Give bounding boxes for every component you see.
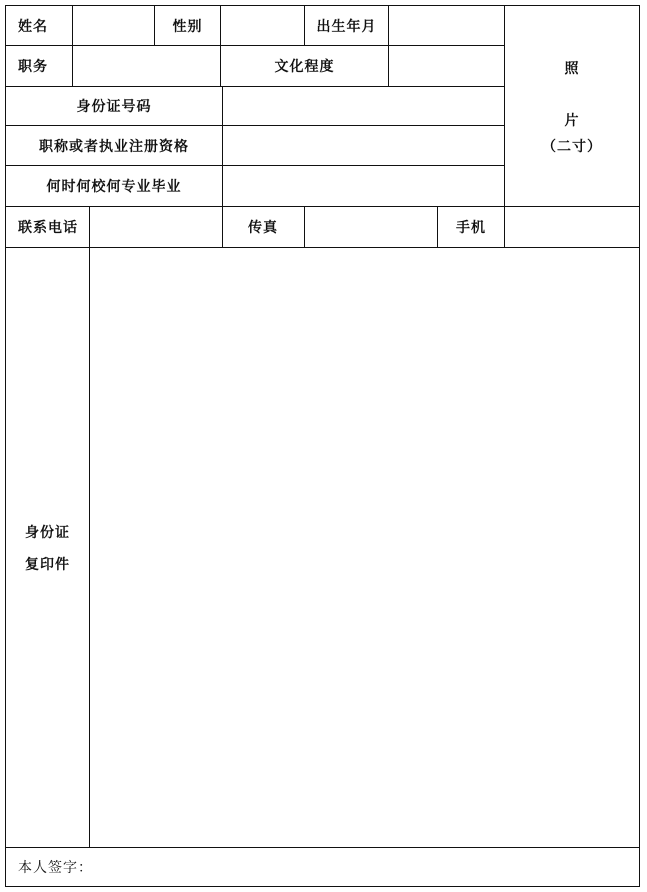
fax-label: 传真 (248, 220, 278, 236)
mobile-label: 手机 (456, 220, 486, 236)
signature-field[interactable] (126, 848, 639, 886)
id-copy-area[interactable] (91, 248, 639, 847)
name-label: 姓名 (18, 18, 48, 35)
fax-field[interactable] (306, 207, 437, 247)
education-label: 文化程度 (274, 59, 335, 75)
id-copy-label-line2: 复印件 (25, 556, 70, 573)
table-border-bottom (5, 886, 640, 887)
photo-label-line2: 片 (564, 113, 580, 129)
graduation-label: 何时何校何专业毕业 (46, 179, 182, 195)
signature-label: 本人签字： (18, 860, 93, 876)
photo-area[interactable] (505, 6, 639, 206)
gender-label: 性别 (172, 18, 203, 35)
qualification-field[interactable] (224, 126, 504, 165)
photo-label-line3: （二寸） (542, 139, 602, 155)
id-number-label: 身份证号码 (76, 99, 152, 115)
graduation-field[interactable] (224, 166, 504, 206)
id-copy-label (6, 248, 89, 847)
id-number-field[interactable] (224, 87, 504, 125)
qualification-label: 职称或者执业注册资格 (39, 138, 189, 155)
photo-label-line1: 照 (564, 61, 580, 77)
gender-field[interactable] (222, 6, 304, 45)
position-field[interactable] (74, 46, 220, 86)
id-copy-label-line1: 身份证 (25, 524, 70, 541)
phone-field[interactable] (91, 207, 222, 247)
table-border-right (639, 5, 640, 887)
mobile-field[interactable] (506, 207, 639, 247)
name-field[interactable] (74, 6, 154, 45)
position-label: 职务 (18, 59, 48, 75)
education-field[interactable] (390, 46, 504, 86)
birth-label: 出生年月 (316, 18, 377, 35)
birth-field[interactable] (390, 6, 504, 45)
phone-label: 联系电话 (18, 220, 78, 236)
